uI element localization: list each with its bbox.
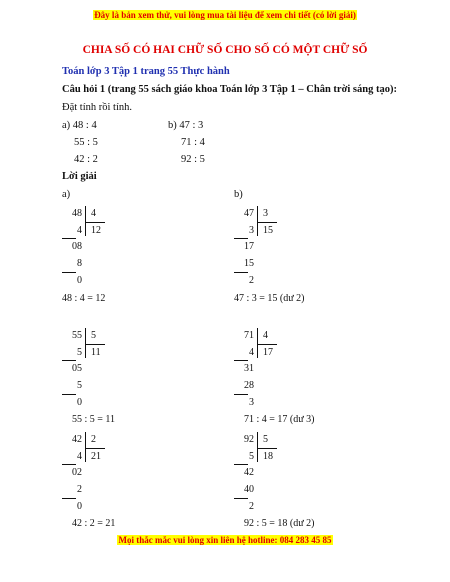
exercise-b-1: b) 47 : 3 <box>168 120 204 131</box>
division-result: 42 : 2 = 21 <box>72 518 116 529</box>
hotline-banner-text: Mọi thắc mắc vui lòng xin liên hệ hotline: 084 283 45 85 <box>118 535 332 545</box>
page-subtitle: Toán lớp 3 Tập 1 trang 55 Thực hành <box>62 66 230 77</box>
division-bar <box>85 328 86 358</box>
division-dividend: 92 <box>244 434 254 445</box>
page-title: CHIA SỐ CÓ HAI CHỮ SỐ CHO SỐ CÓ MỘT CHỮ SỐ <box>82 44 368 56</box>
long-division-4 <box>234 328 314 426</box>
division-remainder: 3 <box>249 397 254 408</box>
division-bar <box>85 206 86 236</box>
division-remainder: 0 <box>77 397 82 408</box>
division-bring-down: 08 <box>72 241 82 252</box>
subtraction-line <box>234 238 248 239</box>
division-divisor: 2 <box>91 434 96 445</box>
division-dividend: 47 <box>244 208 254 219</box>
division-second-sub: 2 <box>77 484 82 495</box>
division-result: 47 : 3 = 15 (dư 2) <box>234 293 305 304</box>
exercise-a-2: 55 : 5 <box>74 137 98 148</box>
division-remainder: 0 <box>77 501 82 512</box>
quotient-line <box>85 448 105 449</box>
subtraction-line <box>62 272 76 273</box>
division-bring-down: 17 <box>244 241 254 252</box>
division-result: 55 : 5 = 11 <box>72 414 116 425</box>
division-result: 92 : 5 = 18 (dư 2) <box>244 518 315 529</box>
division-divisor: 4 <box>91 208 96 219</box>
division-quotient: 12 <box>91 225 101 236</box>
division-dividend: 55 <box>72 330 82 341</box>
division-quotient: 11 <box>91 347 101 358</box>
division-quotient: 21 <box>91 451 101 462</box>
preview-banner <box>0 10 450 20</box>
division-second-sub: 28 <box>244 380 254 391</box>
subtraction-line <box>62 238 76 239</box>
division-first-sub: 4 <box>77 225 82 236</box>
division-divisor: 5 <box>91 330 96 341</box>
subtraction-line <box>234 360 248 361</box>
hotline-banner <box>0 535 450 545</box>
subtraction-line <box>234 464 248 465</box>
subtraction-line <box>234 498 248 499</box>
question-heading: Câu hỏi 1 (trang 55 sách giáo khoa Toán lớp 3 Tập 1 – Chân trời sáng tạo): <box>62 84 397 95</box>
division-dividend: 71 <box>244 330 254 341</box>
question-instruction: Đặt tính rồi tính. <box>62 102 132 113</box>
long-division-6 <box>234 432 314 530</box>
preview-banner-text: Đây là bản xem thử, vui lòng mua tài liệu để xem chi tiết (có lời giải) <box>94 10 356 20</box>
long-division-3 <box>62 328 142 426</box>
part-b-label: b) <box>234 189 243 200</box>
subtraction-line <box>62 464 76 465</box>
division-bar <box>85 432 86 462</box>
quotient-line <box>257 448 277 449</box>
quotient-line <box>257 344 277 345</box>
subtraction-line <box>62 394 76 395</box>
long-division-1 <box>62 206 142 304</box>
division-quotient: 15 <box>263 225 273 236</box>
division-result: 71 : 4 = 17 (dư 3) <box>244 414 315 425</box>
answer-heading: Lời giải <box>62 171 97 182</box>
division-divisor: 3 <box>263 208 268 219</box>
division-remainder: 2 <box>249 275 254 286</box>
part-a-label: a) <box>62 189 71 200</box>
division-remainder: 0 <box>77 275 82 286</box>
subtraction-line <box>234 272 248 273</box>
division-first-sub: 5 <box>77 347 82 358</box>
subtraction-line <box>62 360 76 361</box>
long-division-5 <box>62 432 142 530</box>
long-division-2 <box>234 206 314 304</box>
division-bring-down: 02 <box>72 467 82 478</box>
division-bar <box>257 206 258 236</box>
division-divisor: 5 <box>263 434 268 445</box>
division-first-sub: 4 <box>77 451 82 462</box>
division-quotient: 17 <box>263 347 273 358</box>
division-second-sub: 15 <box>244 258 254 269</box>
division-bring-down: 42 <box>244 467 254 478</box>
division-bar <box>257 328 258 358</box>
division-result: 48 : 4 = 12 <box>62 293 106 304</box>
quotient-line <box>85 222 105 223</box>
quotient-line <box>85 344 105 345</box>
division-divisor: 4 <box>263 330 268 341</box>
division-remainder: 2 <box>249 501 254 512</box>
division-second-sub: 5 <box>77 380 82 391</box>
quotient-line <box>257 222 277 223</box>
subtraction-line <box>234 394 248 395</box>
subtraction-line <box>62 498 76 499</box>
division-bring-down: 31 <box>244 363 254 374</box>
division-dividend: 42 <box>72 434 82 445</box>
exercise-b-2: 71 : 4 <box>181 137 205 148</box>
exercise-b-3: 92 : 5 <box>181 154 205 165</box>
division-first-sub: 5 <box>249 451 254 462</box>
division-first-sub: 4 <box>249 347 254 358</box>
division-second-sub: 8 <box>77 258 82 269</box>
division-bar <box>257 432 258 462</box>
division-dividend: 48 <box>72 208 82 219</box>
division-first-sub: 3 <box>249 225 254 236</box>
division-bring-down: 05 <box>72 363 82 374</box>
division-second-sub: 40 <box>244 484 254 495</box>
division-quotient: 18 <box>263 451 273 462</box>
exercise-a-1: a) 48 : 4 <box>62 120 97 131</box>
exercise-a-3: 42 : 2 <box>74 154 98 165</box>
